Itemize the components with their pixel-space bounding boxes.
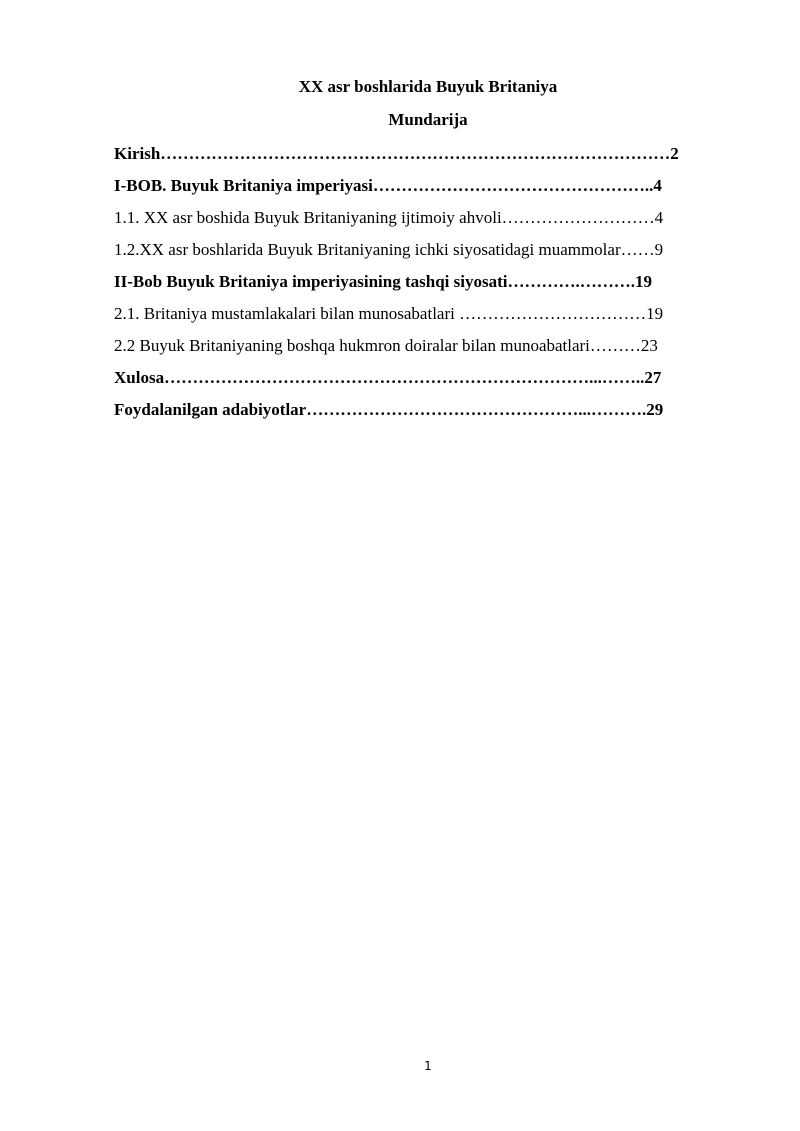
toc-entry-section-1-2: 1.2.XX asr boshlarida Buyuk Britaniyaning ichki siyosatidagi muammolar……9 [114,240,664,259]
page-number: 1 [424,1059,432,1073]
table-of-contents [114,142,754,430]
toc-entry-adabiyotlar: Foydalanilgan adabiyotlar…………………………………………...……….29 [114,400,664,419]
toc-entry-section-2-2: 2.2 Buyuk Britaniyaning boshqa hukmron doiralar bilan munoabatlari………23 [114,336,658,355]
toc-entry-section-1-1: 1.1. XX asr boshida Buyuk Britaniyaning ijtimoiy ahvoli………………………4 [114,208,664,227]
toc-heading: Mundarija [388,110,468,129]
toc-entry-chapter-2: II-Bob Buyuk Britaniya imperiyasining tashqi siyosati………….……….19 [114,272,652,291]
toc-entry-xulosa: Xulosa…………………………………………………………………...……..27 [114,368,662,387]
toc-entry-kirish: Kirish………………………………………………………………………………2 [114,144,679,163]
toc-entry-chapter-1: I-BOB. Buyuk Britaniya imperiyasi…………………………………………..4 [114,176,662,195]
toc-entry-section-2-1: 2.1. Britaniya mustamlakalari bilan munosabatlari ……………………………19 [114,304,664,323]
document-title: XX asr boshlarida Buyuk Britaniya [298,77,558,96]
